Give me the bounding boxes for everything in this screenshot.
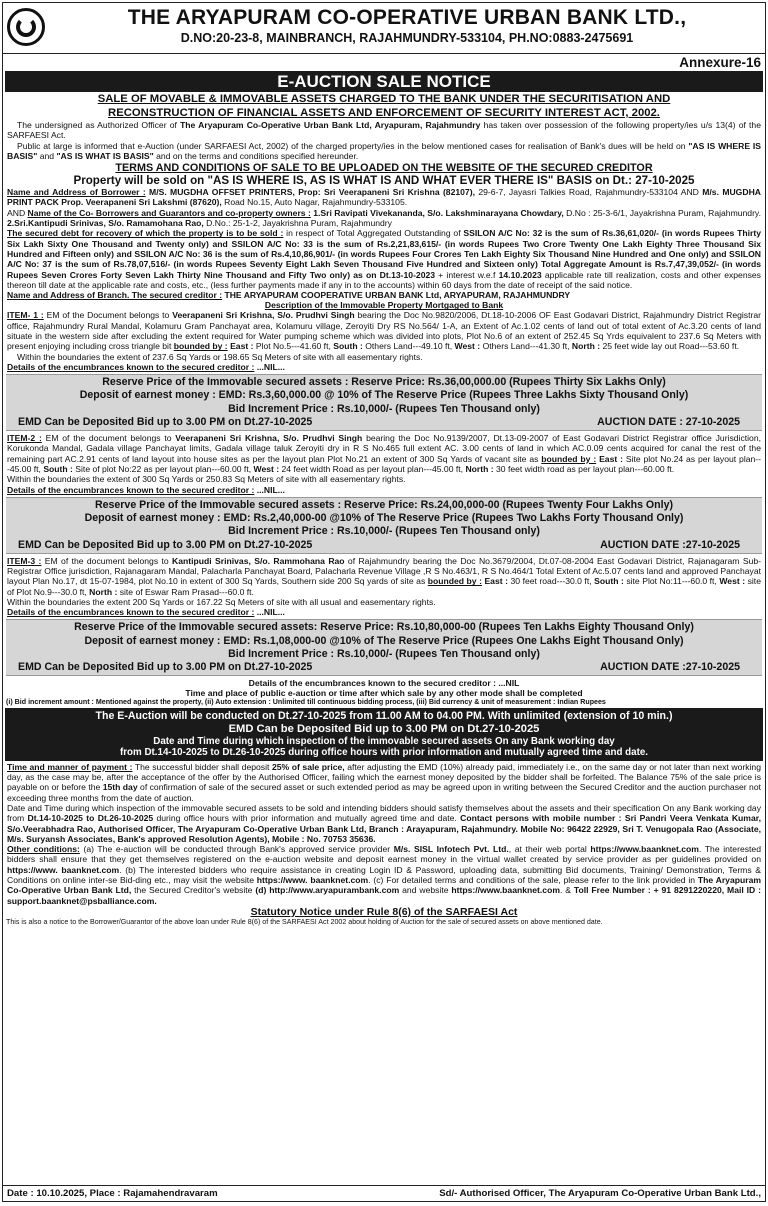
inspection-line-2: from Dt.14-10-2025 to Dt.26-10-2025 during office hours with prior information and mutually agreed time and date.: [119, 747, 649, 759]
item-1-reserve-price: Reserve Price of the Immovable secured assets : Reserve Price: Rs.36,00,000.00 (Rupees Thirty Six Lakhs Only): [102, 375, 666, 388]
signatory: Sd/- Authorised Officer, The Aryapuram Co-Operative Urban Bank Ltd.,: [439, 1188, 761, 1199]
item-3-emd: Deposit of earnest money : EMD: Rs.1,08,000-00 @10% of The Reserve Price (Rupees One Lakhs Eight Thousand Only): [84, 634, 684, 647]
item-3-description: ITEM-3 : EM of the document belongs to Kantipudi Srinivas, S/o. Rammohana Rao of Rajahmundry bearing the Doc No.3679/2004, Dt.07-08-2004 East Godavari District, Rajanagaram Sub-Registrar Office jurisdiction, Rajanagaram Mandal, Palacharla Panchayat Board, Palacharla Revenue Village ,R S No.463/1, R S No.464/1 Total Extent of Ac.5.07 cents land and approved Panchayat layout Plan No.17, dt 15-07-1984, plot No.10 in extent of 300 Sq Yards, Southern side 200 Sq yards of site as bounded by : East : 30 feet road---30.0 ft, South : site Plot No:11---60.0 ft, West : site of Plot No.9---30.0 ft, North : site of Eswar Ram Prasad---60.0 ft.: [7, 555, 761, 597]
item-1-within: Within the boundaries the extent of 237.6 Sq Yards or 198.65 Sq Meters of site with all easementary rights.: [17, 351, 423, 362]
item-1-auction-date: AUCTION DATE : 27-10-2025: [597, 415, 740, 428]
auction-schedule-box: [5, 708, 763, 760]
subtitle-line-2: RECONSTRUCTION OF FINANCIAL ASSETS AND ENFORCEMENT OF SECURITY INTEREST ACT, 2002.: [108, 107, 660, 119]
bank-name: THE ARYAPURAM CO-OPERATIVE URBAN BANK LTD.,: [127, 6, 687, 29]
item-2-emd-deposit: EMD Can be Deposited Bid up to 3.00 PM on Dt.27-10-2025: [18, 538, 313, 551]
statutory-text: This is also a notice to the Borrower/Guarantor of the above loan under Rule 8(6) of the SARFAESI Act 2002 about holding of Auction for the sale of secured assets on above mentioned date.: [6, 917, 603, 926]
item-3-price-box: [6, 619, 762, 676]
item-1-deposit-row: [8, 416, 760, 429]
branch-details: Name and Address of Branch. The secured creditor : THE ARYAPURAM COOPERATIVE URBAN BANK Ltd, ARYAPURAM, RAJAHMUNDRY: [7, 290, 571, 301]
item-1-bid-increment: Bid Increment Price : Rs.10,000/- (Rupees Ten Thousand only): [228, 402, 540, 415]
item-1-emd: Deposit of earnest money : EMD: Rs.3,60,000.00 @ 10% of The Reserve Price (Rupees Three Lakhs Sixty Thousand Only): [79, 389, 689, 402]
bid-note: (i) Bid increment amount : Mentioned against the property, (ii) Auto extension : Unlimited till continuous bidding process, (iii) Bid currency & unit of measurement : Indian Rupees: [6, 698, 606, 707]
item-2-description: ITEM-2 : EM of the document belongs to Veerapaneni Sri Krishna, S/o. Prudhvi Singh bearing the Doc No.9139/2007, Dt.13-09-2007 of East Godavari District Registrar office Jurisdiction, Korukonda Mandal, Gadala village Panchayat limits, Gadala village taluk Zeroyiti dry in R S No.465 full extent AC. 3.00 cents of land in which AC.0.09 cents acquired for canal the rest of the remaining part AC.2.91 cents of land layout into house sites as per the layout plan Plot No.21 an extent of 300 Sq Yards of vacant site as bounded by : East : Site plot No.24 as per layout plan---45.00 ft, South : Site of plot No:22 as per layout plan---60.00 ft, West : 24 feet width Road as per layout plan---45.00 ft, North : 30 feet width road as per layout plan---60.00 ft.: [7, 433, 762, 475]
header: [3, 3, 765, 54]
borrower-details: Name and Address of Borrower : M/S. MUGDHA OFFSET PRINTERS, Prop: Sri Veerapaneni Sri Krishna (82107), 29-6-7, Jayasri Talkies Road, Rajahmundry-533104 AND M/s. MUGDHA PRINT PACK Prop. Veerapaneni Sri Lakshmi (87620), Road No.15, Auto Nagar, Rajahmundry-533105.: [7, 187, 761, 208]
emd-deadline-line: EMD Can be Deposited Bid up to 3.00 PM on Dt.27-10-2025: [228, 722, 540, 735]
item-2-reserve-price: Reserve Price of the Immovable secured assets : Reserve Price: Rs.24,00,000-00 (Rupees Twenty Four Lakhs Only): [94, 498, 673, 511]
auction-schedule-line: The E-Auction will be conducted on Dt.27-10-2025 from 11.00 AM to 04.00 PM. With unlimited (extension of 10 min.): [95, 710, 673, 723]
item-2-deposit-row: [8, 539, 760, 552]
guarantor-details: AND Name of the Co- Borrowers and Guarantors and co-property owners : 1.Sri Ravipati Vivekananda, S/o. Lakshminarayana Chowdary, D.No : 25-3-6/1, Jayakrishna Puram, Rajahmundry. 2.Sri.Kantipudi Srinivas, S/o. Ramamohana Rao, D.No.: 25-1-2, Jayakrishna Puram, Rajahmundry: [7, 207, 761, 229]
footer: [3, 1185, 765, 1201]
inspection-and-contacts: Date and Time during which inspection of the immovable secured assets to be sold and intending bidders should satisfy themselves about the assets and their specification On any Bank working day from Dt.14-10-2025 to Dt.26-10-2025 during office hours with prior information and mutually agreed time and date. Contact persons with mobile number : Sri Pandri Veera Venkata Kumar, S/o.Veerabhadra Rao, Authorised Officer, The Aryapuram Co-Operative Urban Bank Ltd, Branch : Arayapuram, Rajahmundry. Mobile No: 96422 22929, Sri T. Venugopala Rao (Associate, M/s. Suryansh Associates, Bank's approved Resolution Agents), Mobile : No. 70753 35636.: [7, 802, 761, 844]
item-3-encumbrance: Details of the encumbrances known to the secured creditor : ...NIL...: [7, 607, 285, 618]
item-2-emd: Deposit of earnest money : EMD: Rs.2,40,000-00 @10% of The Reserve Price (Rupees Two Lakhs Forty Thousand Only): [84, 511, 684, 524]
item-2-bid-increment: Bid Increment Price : Rs.10,000/- (Rupees Ten Thousand only): [228, 525, 540, 538]
item-3-reserve-price: Reserve Price of the Immovable secured assets: Reserve Price: Rs.10,80,000-00 (Rupees Ten Lakhs Eighty Thousand Only): [74, 621, 694, 634]
payment-terms: Time and manner of payment : The successful bidder shall deposit 25% of sale price, after adjusting the EMD (10%) already paid, immediately i.e., on the same day or not later than next working day, as the case may be, after the acceptance of the offer by the Authorised Officer, failing which the earnest money deposited by the bidder shall be forfeited. The Balance 75% of the sale price is payable on or before the 15th day of confirmation of sale of the secured asset or such extended period as may be agreed upon in writing between the Secured Creditor and the auction purchaser not exceeding three months from the date of auction.: [7, 761, 761, 803]
item-3-auction-date: AUCTION DATE :27-10-2025: [600, 661, 740, 674]
bank-logo-icon: [7, 8, 45, 46]
property-description-heading: Description of the Immovable Property Mortgaged to Bank: [264, 300, 504, 311]
item-2-price-box: [6, 497, 762, 554]
secured-debt-details: The secured debt for recovery of which the property is to be sold : in respect of Total Aggregated Outstanding of SSILON A/C No: 32 is the sum of Rs.36,61,020/- (in words Rupees Thirty Six Lakh Sixty One Thousand and Twenty only) and SSILON A/C No: 33 is the sum of Rs.2,21,83,615/- (in words Rupees Two Crore Twenty One Lakh Eighty Three Thousand Six Hundred and Fifteen only) and SSILON A/C No: 36 is the sum of Rs.4,10,86,901/- (in words Rupees Four Crores Ten Lakh Eighty Six Thousand Nine Hundred and One only) and SSILON A/C No: 37 is the sum of Rs.78,07,516/- (in words Rupees Seventy Eight Lakh Seven Thousand Five Hundred and Sixteen only) Total Aggregate Amount is Rs.7,47,39,052/- (in words Rupees Seven Crores Forty Seven Lakh Thirty Nine Thousand and Fifty Two only) as on Dt.13-10-2023 + interest w.e.f 14.10.2023 applicable rate till realization, costs and other expenses thereon till date at the applicable rate and costs, etc., (less further payments made if any in to the accounts) within 60 days from the date of receipt of the said notice.: [7, 228, 762, 290]
item-3-deposit-row: [8, 661, 760, 674]
terms-heading: TERMS AND CONDITIONS OF SALE TO BE UPLOADED ON THE WEBSITE OF THE SECURED CREDITOR: [115, 162, 653, 175]
item-2-within: Within the boundaries the extent of 300 Sq Yards or 250.83 Sq Meters of site with all easementary rights.: [7, 474, 406, 485]
item-3-within: Within the boundaries the extent 200 Sq Yards or 167.22 Sq Meters of site with all usual and easementary rights.: [7, 596, 436, 607]
inspection-line-1: Date and Time during which inspection of the immovable secured assets On any Bank working day: [153, 735, 615, 747]
sold-on-line: Property will be sold on "AS IS WHERE IS, AS IS WHAT IS AND WHAT EVER THERE IS" BASIS on Dt.: 27-10-2025: [73, 174, 695, 188]
notice-page: [2, 2, 766, 1202]
other-conditions: Other conditions: (a) The e-auction will be conducted through Bank's approved service provider M/s. SISL Infotech Pvt. Ltd., at their web portal https://www.baanknet.com. The interested bidders shall ensure that they get themselves registered on the e-auction website and deposit earnest money in the virtual wallet created by service provider as per guidelines provided on https://www. baanknet.com. (b) The interested bidders who require assistance in creating Login ID & Password, uploading data, submitting Bid documents, Training/ Demonstration, Terms & Conditions on online inter-se Bid-ding etc., may visit the website https://www. baanknet.com. (c) For detailed terms and conditions of the sale, please refer to the link provided in The Aryapuram Co-Operative Urban Bank Ltd, the Secured Creditor's website (d) http://www.aryapurambank.com and website https://www.baanknet.com. & Toll Free Number : + 91 8291220220, Mail ID : support.baanknet@psballiance.com.: [7, 844, 762, 906]
item-3-bid-increment: Bid Increment Price : Rs.10,000/- (Rupees Ten Thousand only): [228, 647, 540, 660]
annexure-label: Annexure-16: [679, 55, 761, 70]
item-1-description: ITEM- 1 : EM of the Document belongs to Veerapaneni Sri Krishna, S/o. Prudhvi Singh bearing the Doc No.9820/2006, Dt.18-10-2006 OF East Godavari District, Rajahmundry District Registrar office, Rajahmundry Rural Mandal, Kolamuru Gram Panchayat area, Kolamuru village, Zeroyiti Dry RS No.564/ 1-A, an Extent of Ac.1.02 cents of land out of total extent of Ac.3.20 cents of land situate in the western side after excluding the extent required for Water pumping scheme which was divided into plots, Plot No.6 of an extent of 252.45 Sq Yrds equivalent to 237.6 Sq Meters with present enjoying including cross triangle bit bounded by : East : Plot No.5---41.60 ft, South : Others Land---49.10 ft, West : Others Land---41.30 ft, North : 25 feet wide lay out Road---53.60 ft.: [7, 310, 761, 352]
time-place-line: Time and place of public e-auction or time after which sale by any other mode shall be completed: [185, 688, 583, 699]
bank-address: D.NO:20-23-8, MAINBRANCH, RAJAHMUNDRY-533104, PH.NO:0883-2475691: [180, 31, 634, 45]
statutory-heading: Statutory Notice under Rule 8(6) of the SARFAESI Act: [250, 905, 518, 918]
item-1-encumbrance: Details of the encumbrances known to the secured creditor : ...NIL...: [7, 361, 285, 372]
item-2-encumbrance: Details of the encumbrances known to the secured creditor : ...NIL...: [7, 484, 285, 495]
item-3-emd-deposit: EMD Can be Deposited Bid up to 3.00 PM on Dt.27-10-2025: [18, 661, 313, 674]
subtitle-line-1: SALE OF MOVABLE & IMMOVABLE ASSETS CHARGED TO THE BANK UNDER THE SECURITISATION AND: [97, 93, 671, 105]
encumbrance-footer: Details of the encumbrances known to the secured creditor : ...NIL: [248, 678, 520, 689]
item-1-emd-deposit: EMD Can be Deposited Bid up to 3.00 PM on Dt.27-10-2025: [18, 415, 313, 428]
item-1-price-box: [6, 374, 762, 431]
date-place: Date : 10.10.2025, Place : Rajamahendravaram: [7, 1188, 218, 1199]
item-2-auction-date: AUCTION DATE :27-10-2025: [600, 538, 740, 551]
notice-title: E-AUCTION SALE NOTICE: [5, 71, 763, 92]
intro-paragraph-2: Public at large is informed that e-Auction (under SARFAESI Act, 2002) of the charged property/ies in the below mentioned cases for realisation of Bank's dues will be held on "AS IS WHERE IS BASIS" and "AS IS WHAT IS BASIS" and on the terms and conditions specified hereunder.: [7, 140, 761, 161]
intro-paragraph-1: The undersigned as Authorized Officer of The Aryapuram Co-Operative Urban Bank Ltd, Aryapuram, Rajahmundry has taken over possession of the following property/ies u/s 13(4) of the SARFAESI Act.: [7, 120, 761, 141]
